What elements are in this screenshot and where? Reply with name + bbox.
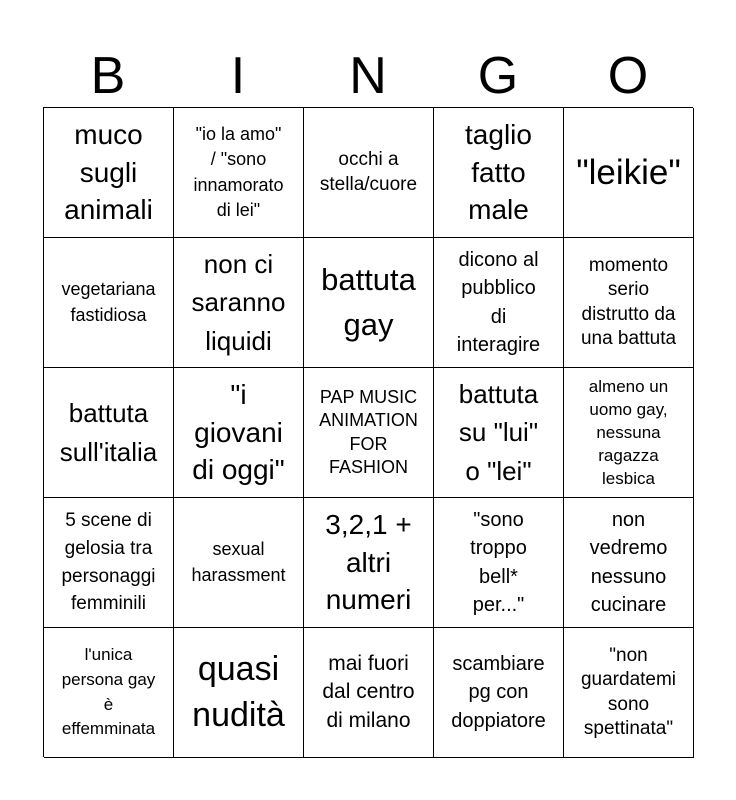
- bingo-cell[interactable]: [564, 108, 694, 238]
- cell-text: taglio fatto male: [465, 119, 532, 226]
- bingo-cell[interactable]: [434, 628, 564, 758]
- cell-text: non ci saranno liquidi: [191, 248, 286, 356]
- bingo-cell[interactable]: [44, 498, 174, 628]
- bingo-cell[interactable]: [174, 368, 304, 498]
- cell-text: mai fuori dal centro di milano: [322, 651, 415, 732]
- bingo-cell[interactable]: [304, 368, 434, 498]
- cell-text: momento serio distrutto da una battuta: [580, 254, 677, 349]
- bingo-cell[interactable]: [564, 498, 694, 628]
- cell-text: battuta su "lui" o "lei": [458, 378, 539, 486]
- cell-text: vegetariana fastidiosa: [61, 279, 156, 325]
- cell-text: quasi nudità: [192, 649, 285, 734]
- header-letter-i: I: [230, 47, 246, 105]
- cell-text: PAP MUSIC ANIMATION FOR FASHION: [319, 386, 418, 477]
- bingo-cell[interactable]: [434, 498, 564, 628]
- bingo-cell[interactable]: [304, 628, 434, 758]
- bingo-cell[interactable]: [564, 628, 694, 758]
- bingo-cell[interactable]: [564, 238, 694, 368]
- bingo-cell[interactable]: [304, 108, 434, 238]
- cell-text: "leikie": [576, 152, 681, 192]
- bingo-cell[interactable]: [174, 498, 304, 628]
- cell-text: occhi a stella/cuore: [319, 149, 418, 195]
- bingo-cell[interactable]: [44, 628, 174, 758]
- cell-text: 3,2,1 + altri numeri: [325, 509, 412, 616]
- bingo-cell[interactable]: [44, 238, 174, 368]
- bingo-cell[interactable]: [174, 628, 304, 758]
- bingo-cell[interactable]: [44, 108, 174, 238]
- header-letter-n: N: [349, 47, 387, 105]
- cell-text: battuta sull'italia: [59, 398, 158, 467]
- bingo-cell[interactable]: [434, 238, 564, 368]
- header-letter-o: O: [607, 47, 649, 105]
- header-letter-g: G: [477, 47, 519, 105]
- cell-text: non vedremo nessuno cucinare: [589, 508, 668, 616]
- bingo-cell[interactable]: [304, 238, 434, 368]
- bingo-cell[interactable]: [44, 368, 174, 498]
- cell-text: muco sugli animali: [64, 119, 153, 226]
- cell-text: scambiare pg con doppiatore: [451, 652, 546, 732]
- bingo-cell[interactable]: [304, 498, 434, 628]
- bingo-cell[interactable]: [564, 368, 694, 498]
- cell-text: dicono al pubblico di interagire: [456, 248, 541, 356]
- bingo-cell[interactable]: [174, 238, 304, 368]
- cell-text: "sono troppo bell* per...": [470, 508, 527, 616]
- cell-text: sexual harassment: [191, 539, 286, 585]
- bingo-cell[interactable]: [174, 108, 304, 238]
- bingo-header: [43, 46, 693, 106]
- cell-text: "non guardatemi sono spettinata": [580, 644, 677, 739]
- cell-text: almeno un uomo gay, nessuna ragazza lesbica: [588, 376, 669, 489]
- cell-text: "i giovani di oggi": [192, 379, 285, 486]
- bingo-board: [43, 107, 693, 757]
- cell-text: battuta gay: [321, 262, 416, 342]
- cell-text: 5 scene di gelosia tra personaggi femminili: [61, 510, 156, 615]
- bingo-cell[interactable]: [434, 108, 564, 238]
- bingo-cell[interactable]: [434, 368, 564, 498]
- cell-text: l'unica persona gay è effemminata: [61, 645, 156, 739]
- cell-text: "io la amo" / "sono innamorato di lei": [193, 124, 284, 220]
- header-letter-b: B: [90, 47, 126, 105]
